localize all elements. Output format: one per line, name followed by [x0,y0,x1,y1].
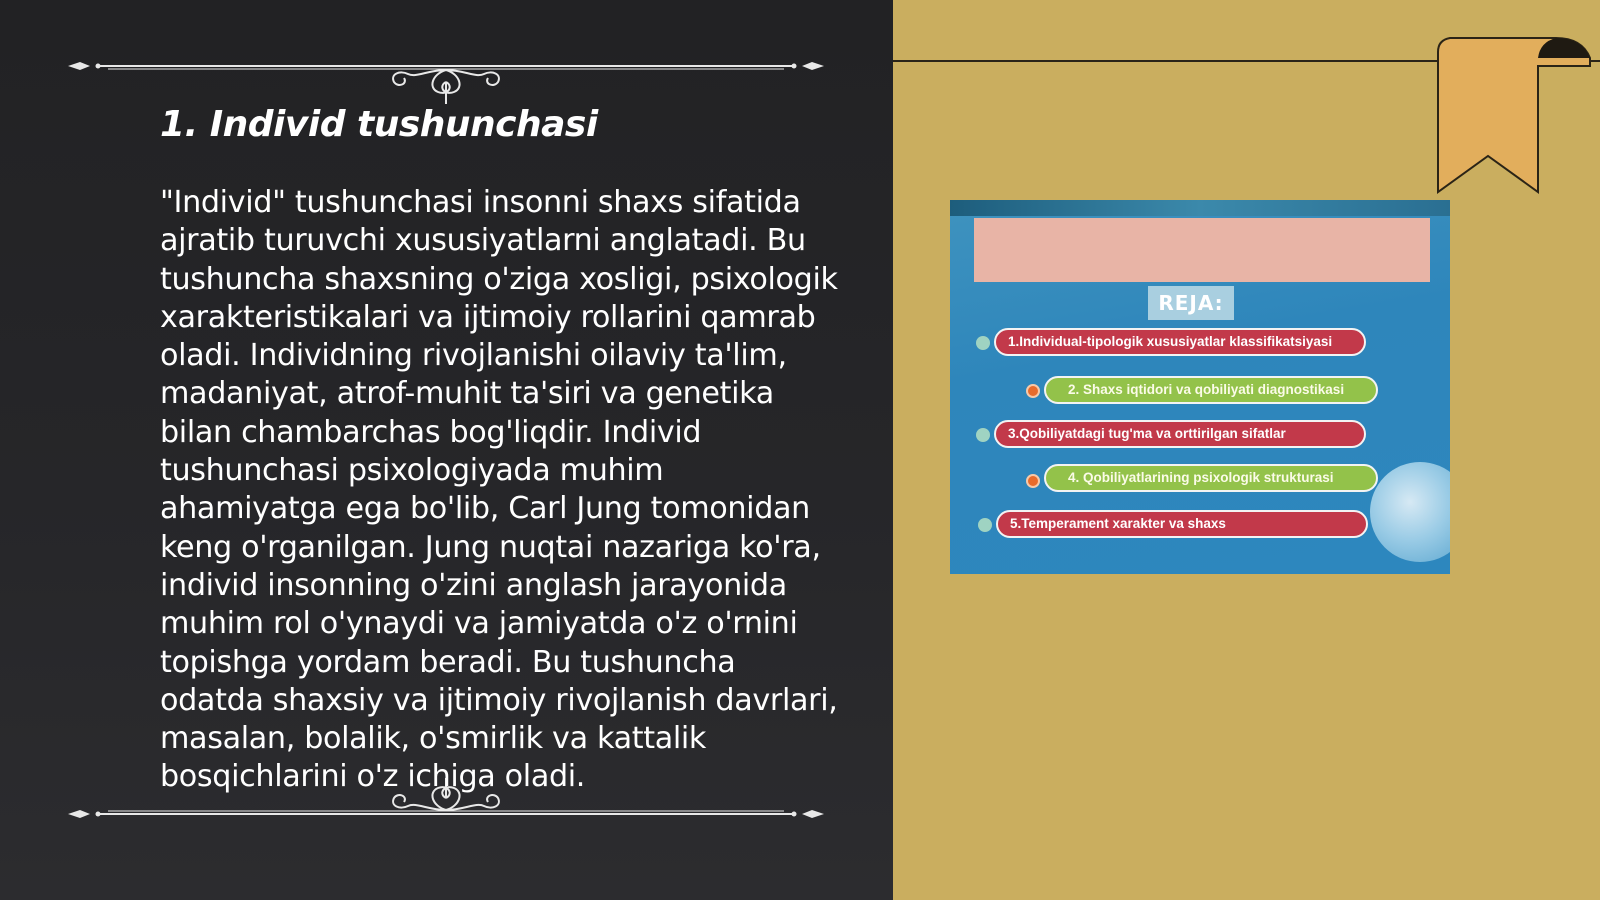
thumbnail-bullet-dot [1026,474,1040,488]
thumbnail-plan-item: 4. Qobiliyatlarining psixologik strukturasi [1044,464,1378,492]
thumbnail-title-box [974,218,1430,282]
thumbnail-bullet-dot [978,518,992,532]
thumbnail-bullet-dot [976,336,990,350]
slide-body-text: "Individ" tushunchasi insonni shaxs sifatida ajratib turuvchi xususiyatlarni anglatadi. Bu tushuncha shaxsning o'ziga xosligi, psixologik xarakteristikalari va ijtimoiy rollarini qamrab oladi. Individning rivojlanishi oilaviy ta'lim, madaniyat, atrof-muhit ta'siri va genetika bilan chambarchas bog'liqdir. Individ tushunchasi psixologiyada muhim ahamiyatga ega bo'lib, Carl Jung tomonidan keng o'rganilgan. Jung nuqtai nazariga ko'ra, individ insonning o'zini anglash jarayonida muhim rol o'ynaydi va jamiyatda o'z o'rnini topishga yordam beradi. Bu tushuncha odatda shaxsiy va ijtimoiy rivojlanish davrlari, masalan, bolalik, o'smirlik va kattalik bosqichlarini o'z ichiga oladi. [160,185,838,795]
thumbnail-bullet-dot [1026,384,1040,398]
slide-title: 1. Individ tushunchasi [160,104,598,145]
thumbnail-bullet-dot [976,428,990,442]
thumbnail-plan-item: 3.Qobiliyatdagi tug'ma va orttirilgan sifatlar [994,420,1366,448]
thumbnail-reja-label: REJA: [1148,286,1234,320]
thumbnail-plan-item: 1.Individual-tipologik xususiyatlar klassifikatsiyasi [994,328,1366,356]
top-ornament-divider-icon [68,48,824,108]
thumbnail-top-strip [950,200,1450,216]
thumbnail-plan-item: 2. Shaxs iqtidori va qobiliyati diagnostikasi [1044,376,1378,404]
thumbnail-plan-item: 5.Temperament xarakter va shaxs [996,510,1368,538]
slide-thumbnail-image [950,200,1450,574]
bookmark-ribbon-icon [1430,30,1600,205]
globe-icon [1370,462,1450,562]
